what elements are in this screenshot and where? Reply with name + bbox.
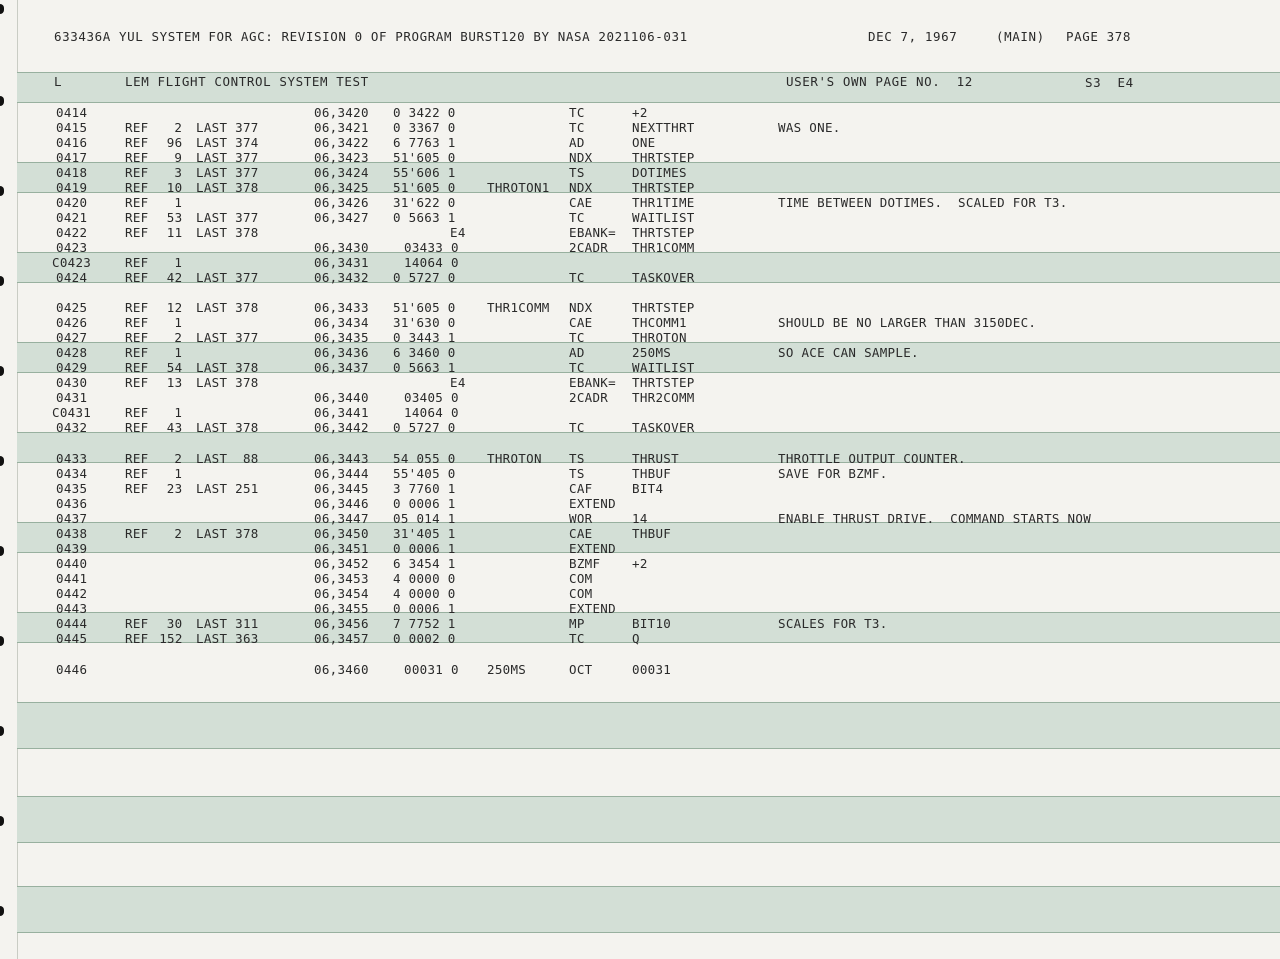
listing-operand: THRTSTEP [632, 375, 695, 390]
listing-seq: 0429 [56, 360, 88, 375]
listing-seq: 0433 [56, 451, 88, 466]
listing-comment: SO ACE CAN SAMPLE. [778, 345, 919, 360]
listing-val: 14064 0 [404, 255, 459, 270]
feed-hole [0, 726, 4, 736]
listing-addr: 06,3445 [314, 481, 369, 496]
listing-operand: BIT10 [632, 616, 672, 631]
listing-val: 31'622 0 [393, 195, 456, 210]
listing-seq: 0427 [56, 330, 88, 345]
listing-val: 3 7760 1 [393, 481, 456, 496]
listing-seq: 0423 [56, 240, 88, 255]
listing-operand: NEXTTHRT [632, 120, 695, 135]
listing-comment: TIME BETWEEN DOTIMES. SCALED FOR T3. [778, 195, 1068, 210]
listing-addr: 06,3441 [314, 405, 369, 420]
listing-addr: 06,3451 [314, 541, 369, 556]
listing-seq: 0418 [56, 165, 88, 180]
listing-last: LAST 363 [196, 631, 259, 646]
listing-op: TS [569, 451, 585, 466]
listing-operand: THCOMM1 [632, 315, 687, 330]
listing-addr: 06,3422 [314, 135, 369, 150]
listing-label: THROTON [487, 451, 542, 466]
listing-last: LAST 378 [196, 300, 259, 315]
listing-ref: REF [125, 330, 149, 345]
listing-seq: 0430 [56, 375, 88, 390]
header-page: PAGE 378 [1066, 29, 1132, 44]
listing-operand: THR1TIME [632, 195, 695, 210]
listing-op: AD [569, 345, 585, 360]
listing-ref: REF [125, 270, 149, 285]
listing-refn: 1 [174, 345, 183, 360]
greenbar-rule [17, 72, 1280, 73]
listing-seq: 0428 [56, 345, 88, 360]
listing-refn: 2 [174, 120, 183, 135]
listing-seq: 0436 [56, 496, 88, 511]
listing-op: OCT [569, 662, 593, 677]
listing-ref: REF [125, 420, 149, 435]
listing-seq: 0431 [56, 390, 88, 405]
listing-val: 0 5727 0 [393, 420, 456, 435]
greenbar-rule [17, 796, 1280, 797]
listing-operand: BIT4 [632, 481, 664, 496]
listing-val: 03433 0 [404, 240, 459, 255]
listing-addr: 06,3436 [314, 345, 369, 360]
listing-op: CAF [569, 481, 593, 496]
listing-addr: 06,3440 [314, 390, 369, 405]
listing-addr: 06,3435 [314, 330, 369, 345]
listing-last: LAST 377 [196, 330, 259, 345]
listing-addr: 06,3425 [314, 180, 369, 195]
listing-seq: 0415 [56, 120, 88, 135]
listing-val: 55'405 0 [393, 466, 456, 481]
listing-addr: 06,3460 [314, 662, 369, 677]
listing-ref: REF [125, 451, 149, 466]
listing-operand: THR1COMM [632, 240, 695, 255]
listing-last: LAST 378 [196, 360, 259, 375]
listing-last: LAST 378 [196, 180, 259, 195]
listing-comment: SHOULD BE NO LARGER THAN 3150DEC. [778, 315, 1037, 330]
listing-refn: 152 [159, 631, 183, 646]
header-title: 633436A YUL SYSTEM FOR AGC: REVISION 0 OF PROGRAM BURST120 BY NASA 2021106-031 [54, 29, 688, 44]
listing-op: TC [569, 105, 585, 120]
listing-op: CAE [569, 315, 593, 330]
listing-operand: THROTON [632, 330, 687, 345]
listing-op: EXTEND [569, 601, 616, 616]
listing-val: 51'605 0 [393, 300, 456, 315]
listing-seq: C0423 [52, 255, 92, 270]
listing-val: 0 0006 1 [393, 541, 456, 556]
listing-val: 54 055 0 [393, 451, 456, 466]
greenbar-band [17, 886, 1280, 932]
listing-refn: 2 [174, 526, 183, 541]
listing-val: E4 [450, 375, 466, 390]
listing-operand: THBUF [632, 526, 672, 541]
listing-operand: TASKOVER [632, 270, 695, 285]
listing-operand: THRUST [632, 451, 679, 466]
listing-seq: 0417 [56, 150, 88, 165]
listing-addr: 06,3427 [314, 210, 369, 225]
listing-val: 7 7752 1 [393, 616, 456, 631]
listing-val: 05 014 1 [393, 511, 456, 526]
listing-operand: 00031 [632, 662, 672, 677]
feed-hole [0, 456, 4, 466]
greenbar-rule [17, 932, 1280, 933]
listing-op: AD [569, 135, 585, 150]
listing-operand: +2 [632, 105, 648, 120]
listing-seq: 0416 [56, 135, 88, 150]
listing-operand: 250MS [632, 345, 672, 360]
greenbar-rule [17, 102, 1280, 103]
listing-op: 2CADR [569, 240, 609, 255]
listing-refn: 30 [166, 616, 183, 631]
feed-hole [0, 816, 4, 826]
listing-operand: WAITLIST [632, 360, 695, 375]
listing-val: 6 7763 1 [393, 135, 456, 150]
listing-ref: REF [125, 300, 149, 315]
listing-val: 31'630 0 [393, 315, 456, 330]
listing-op: CAE [569, 195, 593, 210]
listing-operand: THRTSTEP [632, 150, 695, 165]
listing-ref: REF [125, 180, 149, 195]
listing-val: 0 3422 0 [393, 105, 456, 120]
listing-val: 6 3460 0 [393, 345, 456, 360]
listing-refn: 2 [174, 330, 183, 345]
feed-hole [0, 546, 4, 556]
listing-last: LAST 377 [196, 210, 259, 225]
listing-last: LAST 374 [196, 135, 259, 150]
listing-op: TC [569, 120, 585, 135]
own-page-number: USER'S OWN PAGE NO. 12 [786, 74, 973, 89]
listing-comment: SAVE FOR BZMF. [778, 466, 888, 481]
listing-seq: 0439 [56, 541, 88, 556]
listing-op: TC [569, 360, 585, 375]
listing-addr: 06,3456 [314, 616, 369, 631]
greenbar-band [17, 702, 1280, 748]
listing-seq: 0442 [56, 586, 88, 601]
listing-addr: 06,3420 [314, 105, 369, 120]
listing-val: 14064 0 [404, 405, 459, 420]
listing-val: 31'405 1 [393, 526, 456, 541]
header-date: DEC 7, 1967 [868, 29, 958, 44]
listing-comment: WAS ONE. [778, 120, 841, 135]
listing-op: TC [569, 420, 585, 435]
feed-hole [0, 636, 4, 646]
listing-refn: 53 [166, 210, 183, 225]
listing-addr: 06,3453 [314, 571, 369, 586]
listing-comment: THROTTLE OUTPUT COUNTER. [778, 451, 966, 466]
feed-hole [0, 4, 4, 14]
listing-op: TS [569, 466, 585, 481]
listing-op: EBANK= [569, 225, 616, 240]
listing-operand: THBUF [632, 466, 672, 481]
feed-hole [0, 186, 4, 196]
listing-seq: 0441 [56, 571, 88, 586]
listing-seq: 0437 [56, 511, 88, 526]
listing-val: 51'605 0 [393, 180, 456, 195]
listing-refn: 9 [174, 150, 183, 165]
listing-addr: 06,3430 [314, 240, 369, 255]
listing-comment: SCALES FOR T3. [778, 616, 888, 631]
listing-val: 0 3443 1 [393, 330, 456, 345]
listing-ref: REF [125, 165, 149, 180]
listing-addr: 06,3455 [314, 601, 369, 616]
listing-refn: 10 [166, 180, 183, 195]
listing-val: E4 [450, 225, 466, 240]
listing-val: 6 3454 1 [393, 556, 456, 571]
listing-op: NDX [569, 300, 593, 315]
listing-addr: 06,3426 [314, 195, 369, 210]
listing-last: LAST 377 [196, 150, 259, 165]
listing-refn: 3 [174, 165, 183, 180]
listing-val: 4 0000 0 [393, 586, 456, 601]
listing-val: 51'605 0 [393, 150, 456, 165]
listing-val: 0 0002 0 [393, 631, 456, 646]
listing-operand: THRTSTEP [632, 180, 695, 195]
listing-op: TC [569, 210, 585, 225]
listing-seq: 0446 [56, 662, 88, 677]
listing-refn: 1 [174, 195, 183, 210]
listing-operand: WAITLIST [632, 210, 695, 225]
listing-operand: THR2COMM [632, 390, 695, 405]
listing-addr: 06,3434 [314, 315, 369, 330]
listing-addr: 06,3444 [314, 466, 369, 481]
listing-last: LAST 88 [196, 451, 259, 466]
subheader-codes: S3 E4 [1085, 75, 1134, 90]
feed-hole [0, 96, 4, 106]
listing-addr: 06,3454 [314, 586, 369, 601]
listing-val: 0 5727 0 [393, 270, 456, 285]
listing-seq: 0443 [56, 601, 88, 616]
listing-last: LAST 251 [196, 481, 259, 496]
listing-ref: REF [125, 631, 149, 646]
listing-op: NDX [569, 150, 593, 165]
listing-ref: REF [125, 255, 149, 270]
listing-ref: REF [125, 150, 149, 165]
listing-addr: 06,3457 [314, 631, 369, 646]
listing-refn: 1 [174, 255, 183, 270]
listing-seq: 0424 [56, 270, 88, 285]
listing-ref: REF [125, 195, 149, 210]
listing-addr: 06,3447 [314, 511, 369, 526]
listing-op: WOR [569, 511, 593, 526]
listing-seq: 0421 [56, 210, 88, 225]
listing-val: 55'606 1 [393, 165, 456, 180]
listing-ref: REF [125, 466, 149, 481]
listing-seq: 0434 [56, 466, 88, 481]
listing-operand: 14 [632, 511, 648, 526]
listing-seq: 0432 [56, 420, 88, 435]
listing-seq: 0426 [56, 315, 88, 330]
header-main: (MAIN) [996, 29, 1045, 44]
listing-addr: 06,3423 [314, 150, 369, 165]
listing-op: 2CADR [569, 390, 609, 405]
listing-refn: 1 [174, 405, 183, 420]
listing-ref: REF [125, 120, 149, 135]
listing-seq: 0414 [56, 105, 88, 120]
listing-last: LAST 377 [196, 270, 259, 285]
listing-refn: 23 [166, 481, 183, 496]
listing-operand: THRTSTEP [632, 225, 695, 240]
listing-last: LAST 378 [196, 225, 259, 240]
greenbar-rule [17, 612, 1280, 613]
listing-op: COM [569, 571, 593, 586]
listing-val: 03405 0 [404, 390, 459, 405]
listing-ref: REF [125, 315, 149, 330]
listing-addr: 06,3421 [314, 120, 369, 135]
listing-refn: 13 [166, 375, 183, 390]
listing-ref: REF [125, 405, 149, 420]
listing-val: 0 5663 1 [393, 360, 456, 375]
listing-last: LAST 378 [196, 375, 259, 390]
listing-op: BZMF [569, 556, 601, 571]
listing-seq: 0420 [56, 195, 88, 210]
greenbar-rule [17, 748, 1280, 749]
listing-addr: 06,3433 [314, 300, 369, 315]
listing-label: 250MS [487, 662, 527, 677]
listing-comment: ENABLE THRUST DRIVE. COMMAND STARTS NOW [778, 511, 1092, 526]
listing-refn: 1 [174, 466, 183, 481]
listing-val: 00031 0 [404, 662, 459, 677]
listing-operand: ONE [632, 135, 656, 150]
listing-ref: REF [125, 210, 149, 225]
listing-addr: 06,3424 [314, 165, 369, 180]
listing-op: TC [569, 631, 585, 646]
listing-op: TS [569, 165, 585, 180]
listing-operand: THRTSTEP [632, 300, 695, 315]
listing-seq: 0444 [56, 616, 88, 631]
listing-operand: DOTIMES [632, 165, 687, 180]
subheader-l: L [54, 74, 63, 89]
listing-val: 0 3367 0 [393, 120, 456, 135]
listing-val: 0 0006 1 [393, 601, 456, 616]
subheader-title: LEM FLIGHT CONTROL SYSTEM TEST [125, 74, 369, 89]
listing-addr: 06,3450 [314, 526, 369, 541]
listing-op: MP [569, 616, 585, 631]
listing-ref: REF [125, 526, 149, 541]
listing-last: LAST 378 [196, 526, 259, 541]
listing-addr: 06,3446 [314, 496, 369, 511]
listing-addr: 06,3431 [314, 255, 369, 270]
listing-ref: REF [125, 345, 149, 360]
listing-ref: REF [125, 225, 149, 240]
greenbar-rule [17, 886, 1280, 887]
listing-seq: 0419 [56, 180, 88, 195]
listing-ref: REF [125, 375, 149, 390]
listing-op: TC [569, 330, 585, 345]
listing-op: CAE [569, 526, 593, 541]
listing-operand: +2 [632, 556, 648, 571]
greenbar-rule [17, 552, 1280, 553]
listing-refn: 2 [174, 451, 183, 466]
listing-ref: REF [125, 135, 149, 150]
listing-val: 0 0006 1 [393, 496, 456, 511]
listing-refn: 43 [166, 420, 183, 435]
listing-val: 4 0000 0 [393, 571, 456, 586]
listing-operand: TASKOVER [632, 420, 695, 435]
listing-ref: REF [125, 481, 149, 496]
listing-op: EXTEND [569, 541, 616, 556]
listing-last: LAST 377 [196, 165, 259, 180]
listing-seq: 0440 [56, 556, 88, 571]
listing-seq: 0435 [56, 481, 88, 496]
listing-seq: 0422 [56, 225, 88, 240]
listing-refn: 54 [166, 360, 183, 375]
listing-label: THR1COMM [487, 300, 550, 315]
listing-addr: 06,3437 [314, 360, 369, 375]
listing-op: EBANK= [569, 375, 616, 390]
greenbar-rule [17, 842, 1280, 843]
listing-refn: 42 [166, 270, 183, 285]
listing-refn: 96 [166, 135, 183, 150]
listing-val: 0 5663 1 [393, 210, 456, 225]
feed-hole [0, 276, 4, 286]
greenbar-rule [17, 702, 1280, 703]
listing-seq: 0438 [56, 526, 88, 541]
listing-ref: REF [125, 360, 149, 375]
listing-operand: Q [632, 631, 640, 646]
listing-op: EXTEND [569, 496, 616, 511]
listing-addr: 06,3432 [314, 270, 369, 285]
listing-op: COM [569, 586, 593, 601]
greenbar-band [17, 796, 1280, 842]
listing-last: LAST 378 [196, 420, 259, 435]
listing-label: THROTON1 [487, 180, 550, 195]
listing-seq: 0445 [56, 631, 88, 646]
listing-refn: 12 [166, 300, 183, 315]
feed-hole [0, 906, 4, 916]
listing-refn: 11 [166, 225, 183, 240]
listing-addr: 06,3442 [314, 420, 369, 435]
listing-ref: REF [125, 616, 149, 631]
listing-refn: 1 [174, 315, 183, 330]
listing-last: LAST 377 [196, 120, 259, 135]
listing-last: LAST 311 [196, 616, 259, 631]
feed-hole [0, 366, 4, 376]
listing-addr: 06,3443 [314, 451, 369, 466]
listing-op: NDX [569, 180, 593, 195]
listing-seq: C0431 [52, 405, 92, 420]
listing-op: TC [569, 270, 585, 285]
listing-addr: 06,3452 [314, 556, 369, 571]
listing-seq: 0425 [56, 300, 88, 315]
